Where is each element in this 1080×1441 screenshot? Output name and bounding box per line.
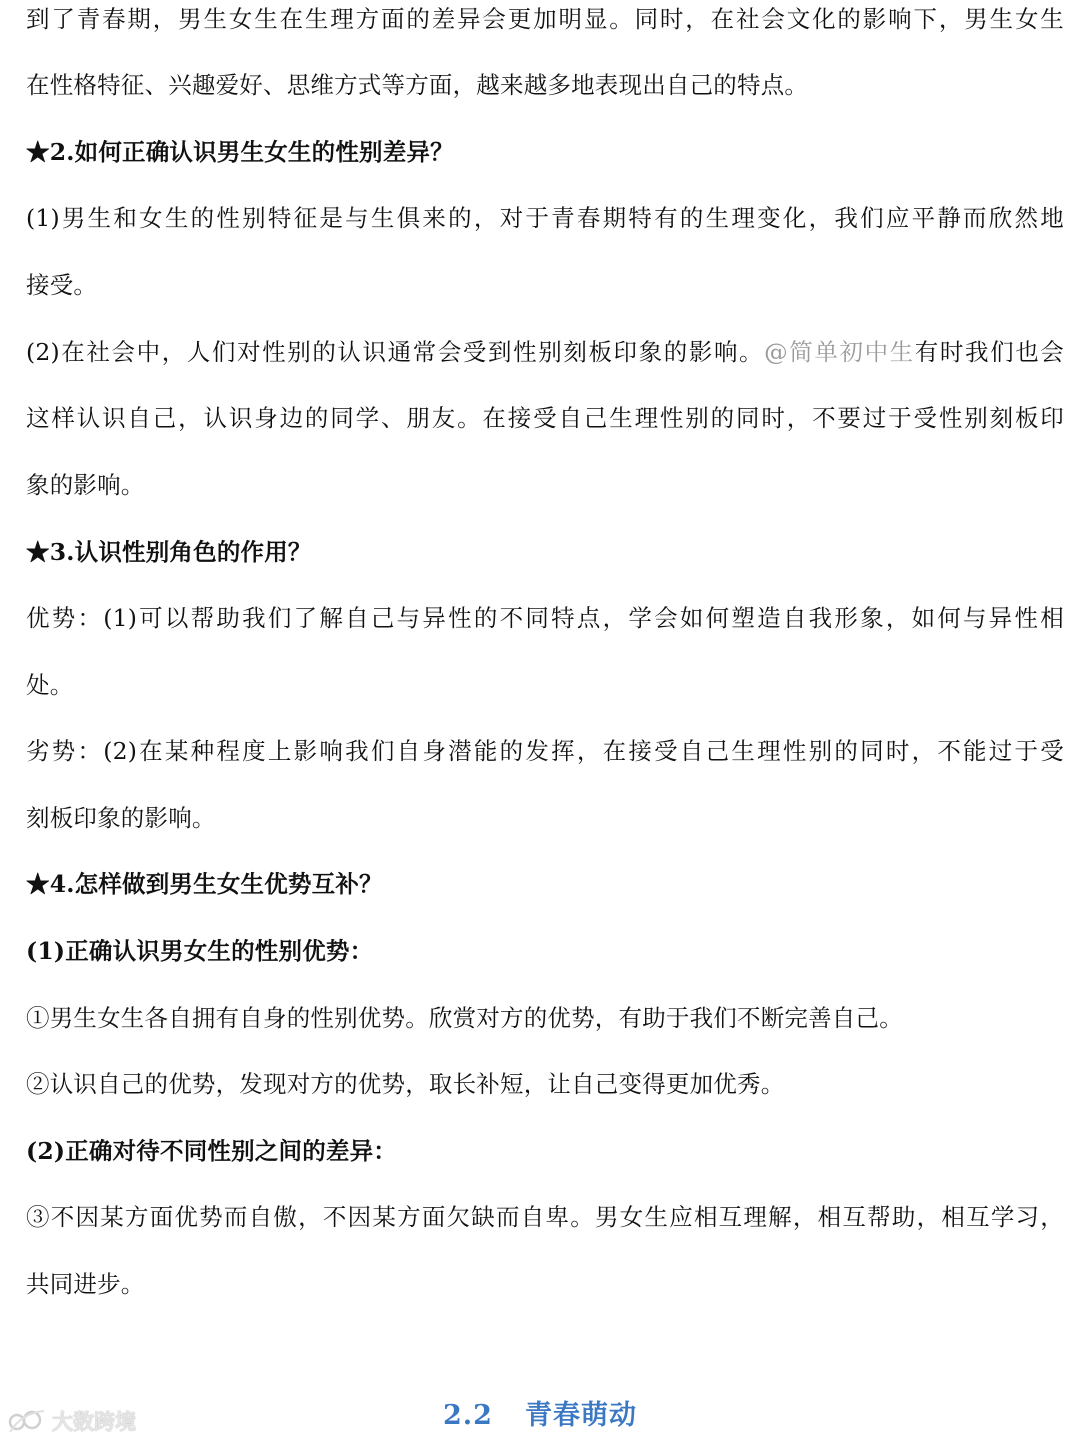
- paragraph-line: 刻板印象的影响。: [26, 804, 216, 832]
- section-name: 青春萌动: [524, 1400, 637, 1431]
- paragraph-line: (1)男生和女生的性别特征是与生俱来的，对于青春期特有的生理变化，我们应平静而欣然地: [26, 204, 1064, 232]
- brand-logo: [8, 1406, 136, 1436]
- sub-heading: (2)正确对待不同性别之间的差异：: [26, 1137, 397, 1165]
- paragraph-line: 共同进步。: [26, 1270, 145, 1298]
- sub-heading: (1)正确认识男女生的性别优势：: [26, 937, 374, 965]
- logo-text: 大数跨境: [52, 1410, 136, 1434]
- text-segment: 有时我们也会: [914, 338, 1064, 366]
- section-title: [0, 1396, 1080, 1436]
- logo-mark-icon: [8, 1407, 48, 1435]
- paragraph-line: 这样认识自己，认识身边的同学、朋友。在接受自己生理性别的同时，不要过于受性别刻板印: [26, 404, 1064, 432]
- text-segment: (2)在社会中，人们对性别的认识通常会受到性别刻板印象的影响。: [26, 338, 765, 366]
- question-heading: ★4.怎样做到男生女生优势互补？: [26, 870, 383, 898]
- paragraph-line: 到了青春期，男生女生在生理方面的差异会更加明显。同时，在社会文化的影响下，男生女生: [26, 5, 1064, 33]
- question-heading: ★2.如何正确认识男生女生的性别差异？: [26, 138, 454, 166]
- paragraph-line: ②认识自己的优势，发现对方的优势，取长补短，让自己变得更加优秀。: [26, 1070, 785, 1098]
- paragraph-line: 优势：(1)可以帮助我们了解自己与异性的不同特点，学会如何塑造自我形象，如何与异性相: [26, 604, 1064, 632]
- paragraph-line: 在性格特征、兴趣爱好、思维方式等方面，越来越多地表现出自己的特点。: [26, 71, 809, 99]
- paragraph-line: 接受。: [26, 271, 98, 299]
- section-number: 2.2: [443, 1400, 493, 1431]
- paragraph-line: [26, 335, 1064, 369]
- paragraph-line: 劣势：(2)在某种程度上影响我们自身潜能的发挥，在接受自己生理性别的同时，不能过于受: [26, 737, 1064, 765]
- paragraph-line: 处。: [26, 671, 74, 699]
- paragraph-line: 象的影响。: [26, 471, 145, 499]
- paragraph-line: ①男生女生各自拥有自身的性别优势。欣赏对方的优势，有助于我们不断完善自己。: [26, 1004, 903, 1032]
- question-heading: ★3.认识性别角色的作用？: [26, 538, 312, 566]
- inline-watermark: @简单初中生: [764, 338, 915, 366]
- paragraph-line: ③不因某方面优势而自傲，不因某方面欠缺而自卑。男女生应相互理解，相互帮助，相互学习，: [26, 1203, 1064, 1231]
